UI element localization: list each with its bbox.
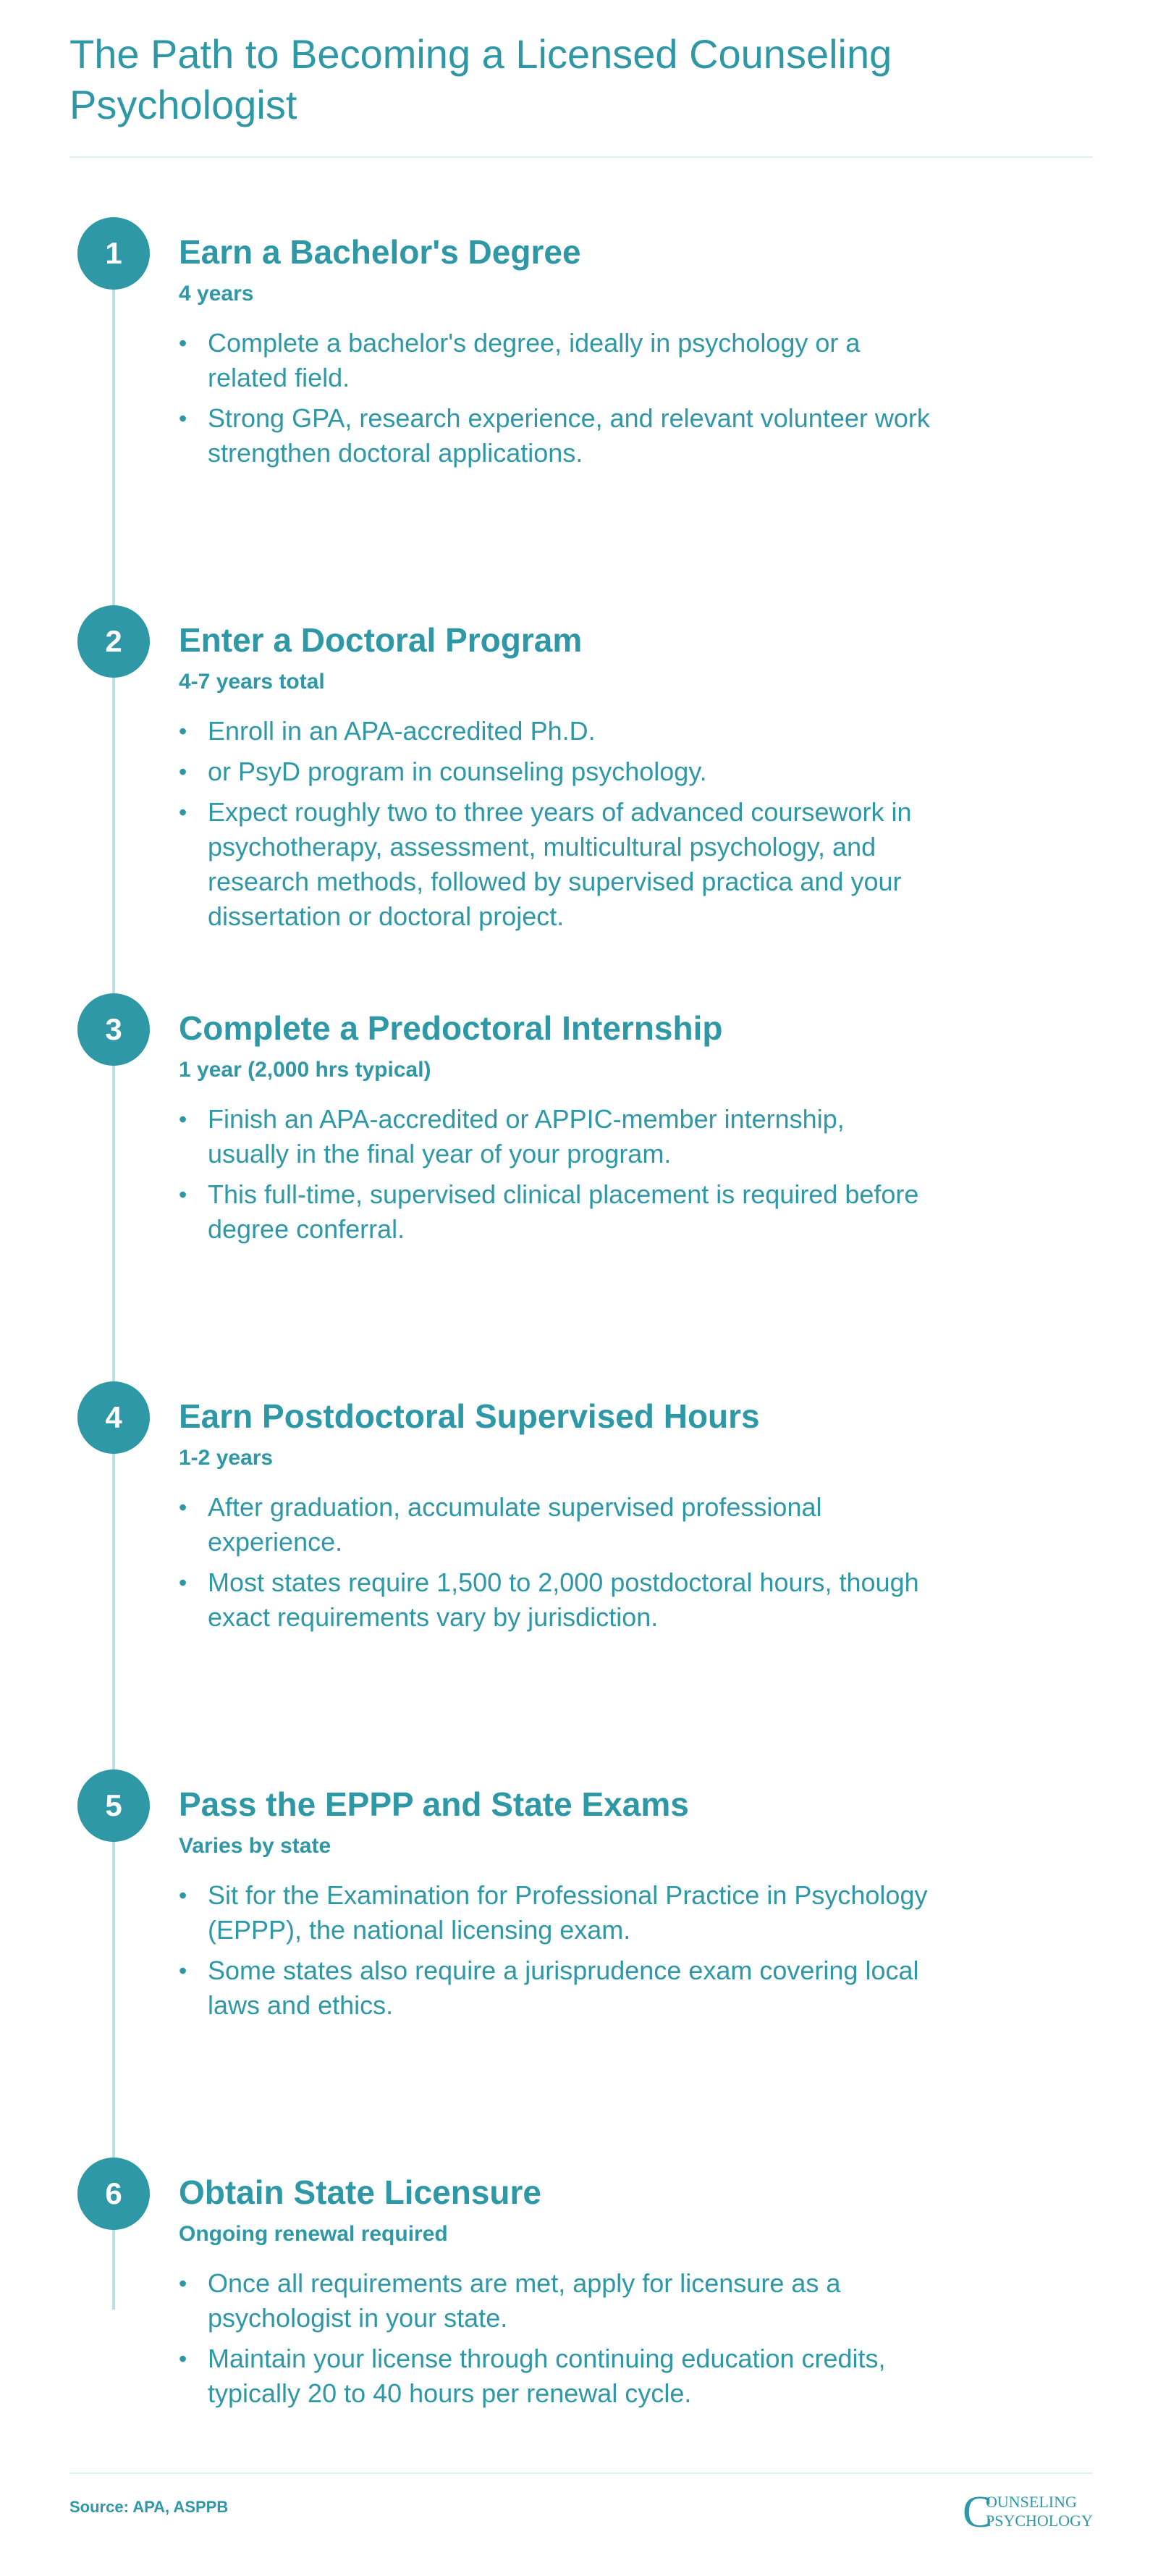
step-number-badge: 1 [77, 217, 150, 290]
step-title: Obtain State Licensure [179, 2173, 542, 2211]
bullet-item: • Some states also require a jurisprudence exam covering local laws and ethics. [179, 1953, 931, 2023]
step-bullet-list [179, 714, 931, 940]
counseling-psychology-logo [963, 2489, 1093, 2535]
logo-mark: C [963, 2488, 993, 2537]
source-note: Source: APA, ASPPB [69, 2498, 229, 2516]
timeline-line [112, 217, 115, 2310]
bullet-item: • Expect roughly two to three years of advanced coursework in psychotherapy, assessment, multicultural psychology, and research methods, followed by supervised practica and your dissertation or doctoral project. [179, 795, 931, 934]
step-duration: 4 years [179, 282, 254, 306]
step-title: Earn a Bachelor's Degree [179, 233, 581, 271]
bullet-item: • Sit for the Examination for Professional Practice in Psychology (EPPP), the national licensing exam. [179, 1878, 931, 1948]
step-duration: 1 year (2,000 hrs typical) [179, 1058, 431, 1082]
step-number-badge: 2 [77, 605, 150, 678]
bullet-item: • or PsyD program in counseling psychology. [179, 754, 931, 789]
footer-divider [69, 2472, 1093, 2474]
step-title: Earn Postdoctoral Supervised Hours [179, 1397, 760, 1435]
bullet-item: • Finish an APA-accredited or APPIC-member internship, usually in the final year of your program. [179, 1102, 931, 1171]
step-duration: Varies by state [179, 1834, 331, 1858]
step-bullet-list [179, 1490, 931, 1641]
bullet-item: • Enroll in an APA-accredited Ph.D. [179, 714, 931, 749]
logo-wordmark-line2: PSYCHOLOGY [986, 2512, 1093, 2530]
bullet-item: • This full-time, supervised clinical placement is required before degree conferral. [179, 1177, 931, 1247]
bullet-item: • Strong GPA, research experience, and relevant volunteer work strengthen doctoral applications. [179, 401, 931, 471]
step-number-badge: 6 [77, 2158, 150, 2230]
step-title: Complete a Predoctoral Internship [179, 1009, 723, 1047]
logo-wordmark-line1: OUNSELING [986, 2493, 1077, 2511]
bullet-item: • Once all requirements are met, apply for licensure as a psychologist in your state. [179, 2266, 931, 2336]
step-number-badge: 4 [77, 1381, 150, 1454]
step-bullet-list [179, 1102, 931, 1253]
step-number-badge: 5 [77, 1769, 150, 1842]
step-bullet-list [179, 326, 931, 476]
bullet-item: • Most states require 1,500 to 2,000 postdoctoral hours, though exact requirements vary by jurisdiction. [179, 1565, 931, 1635]
step-duration: 4-7 years total [179, 670, 325, 694]
bullet-item: • Complete a bachelor's degree, ideally in psychology or a related field. [179, 326, 931, 395]
bullet-item: • After graduation, accumulate supervised professional experience. [179, 1490, 931, 1560]
step-number-badge: 3 [77, 993, 150, 1066]
step-duration: Ongoing renewal required [179, 2222, 448, 2246]
header-divider [69, 156, 1093, 158]
step-duration: 1-2 years [179, 1446, 274, 1470]
step-bullet-list [179, 2266, 931, 2417]
step-title: Enter a Doctoral Program [179, 621, 583, 659]
bullet-item: • Maintain your license through continuing education credits, typically 20 to 40 hours per renewal cycle. [179, 2341, 931, 2411]
page-title: The Path to Becoming a Licensed Counseling Psychologist [69, 31, 892, 127]
step-title: Pass the EPPP and State Exams [179, 1785, 689, 1823]
step-bullet-list [179, 1878, 931, 2029]
